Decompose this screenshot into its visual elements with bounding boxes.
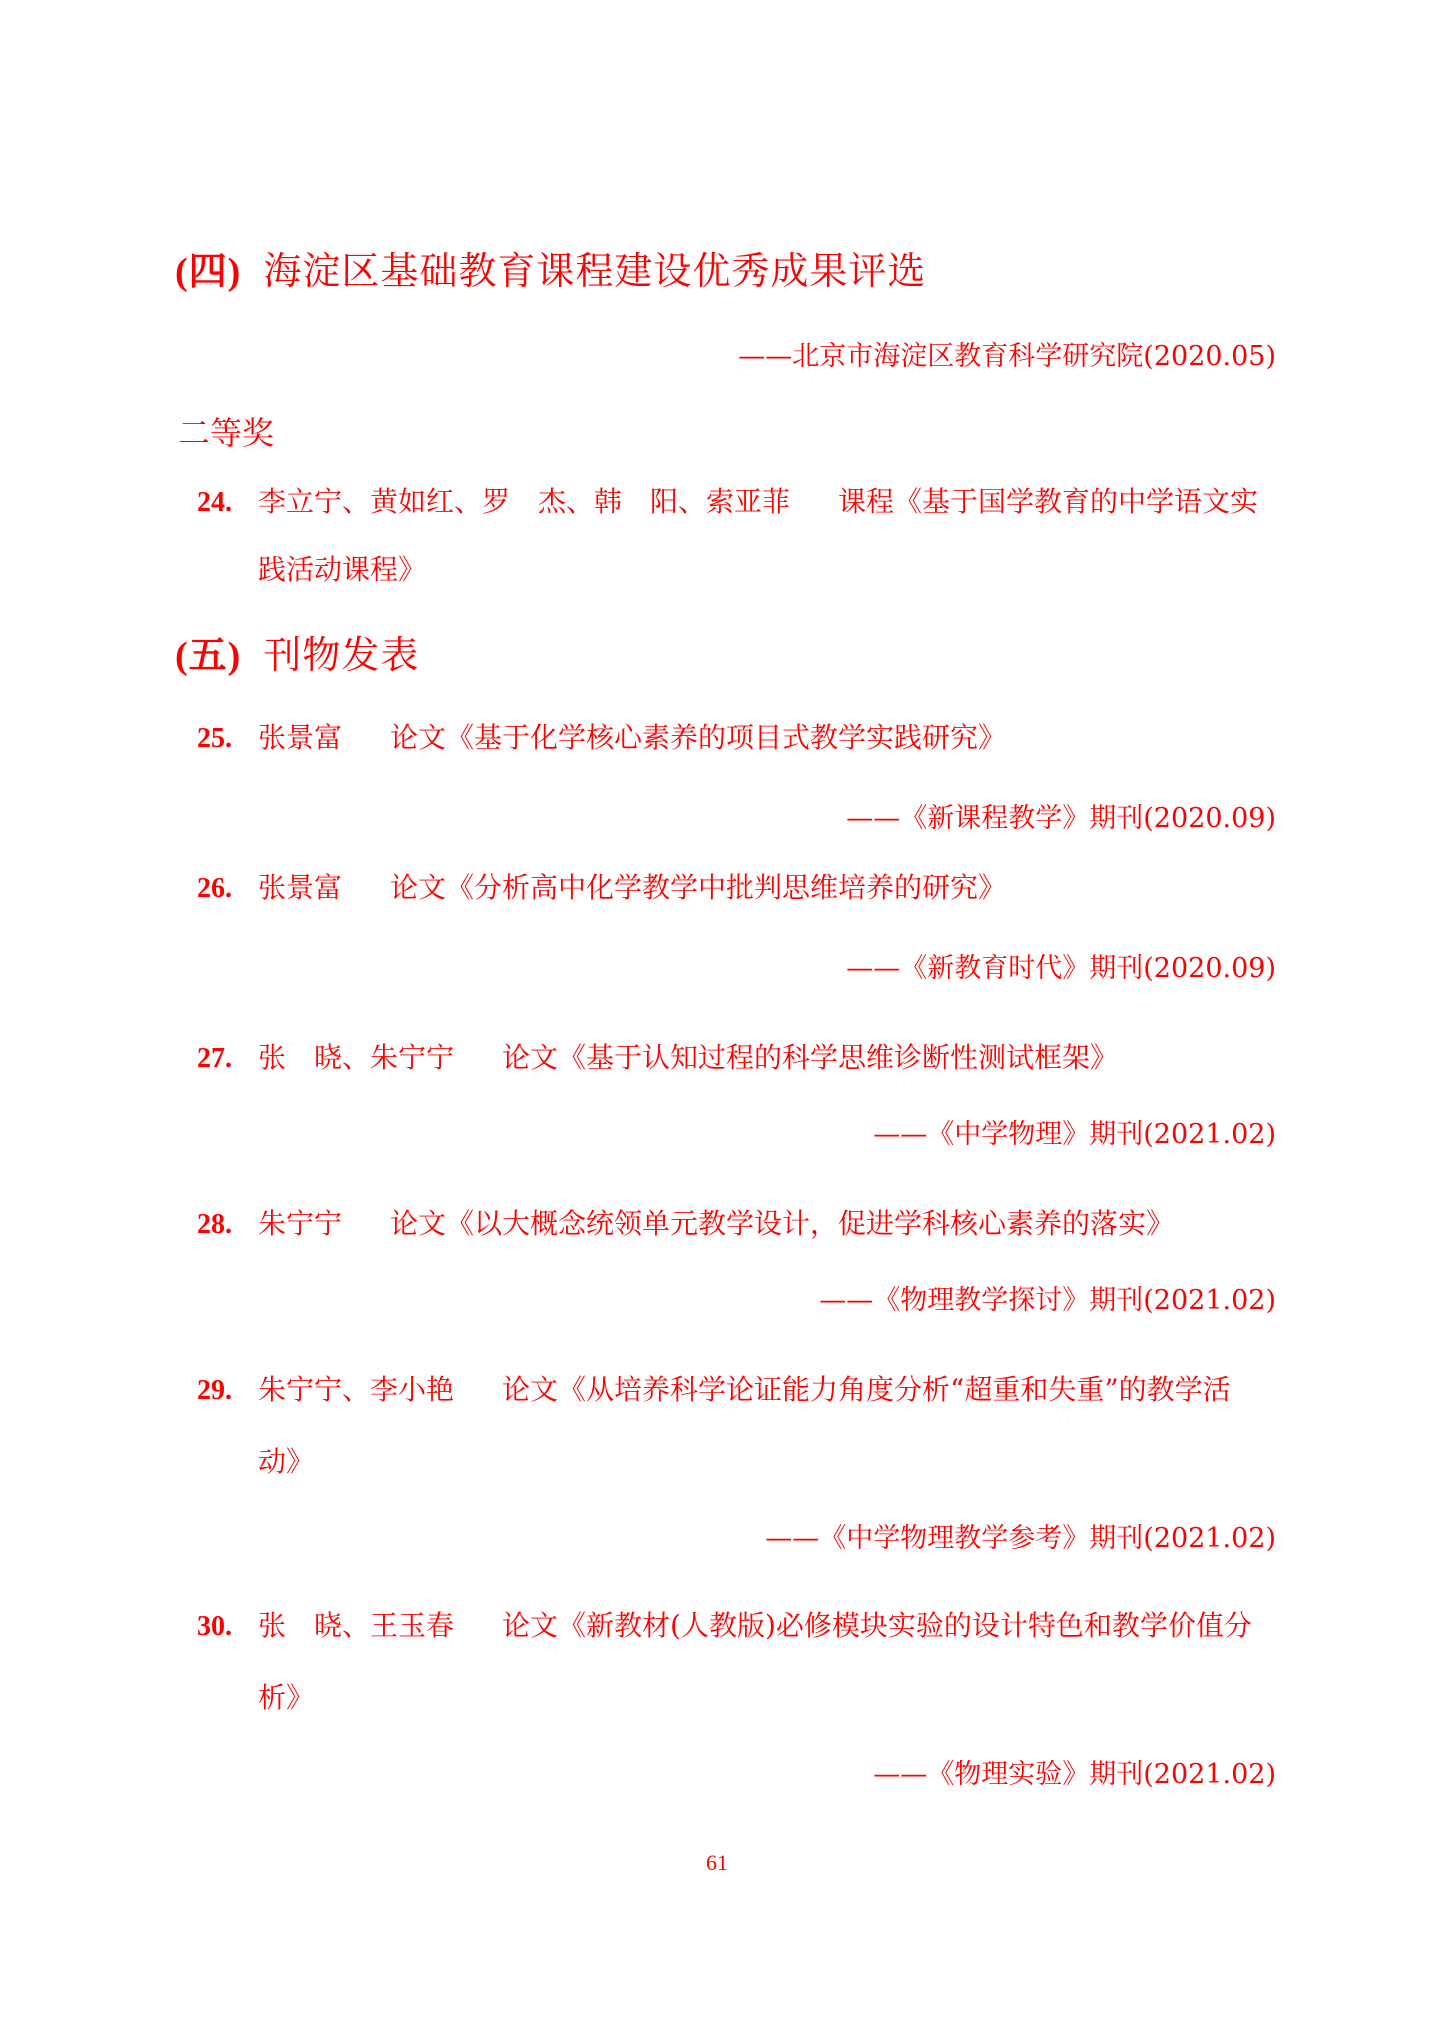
entry-number: 25. [197, 723, 232, 754]
section-5-heading [175, 624, 419, 679]
entry-work: 论文《基于认知过程的科学思维诊断性测试框架》 [502, 1041, 1119, 1074]
entry-27 [197, 1036, 1118, 1076]
entry-work: 论文《基于化学核心素养的项目式教学实践研究》 [390, 721, 1007, 754]
entry-24-continuation: 践活动课程》 [258, 553, 427, 586]
entry-authors: 张 晓、朱宁宁 [258, 1041, 455, 1074]
award-level: 二等奖 [178, 414, 275, 452]
entry-24 [197, 480, 1258, 520]
section-5-number: (五) [175, 635, 242, 677]
entry-authors: 张 晓、王玉春 [258, 1609, 455, 1642]
entry-authors: 张景富 [258, 721, 343, 754]
entry-number: 27. [197, 1043, 232, 1074]
entry-number: 26. [197, 873, 232, 904]
entry-work: 论文《从培养科学论证能力角度分析“超重和失重”的教学活 [502, 1373, 1231, 1406]
entry-25-source: ——《新课程教学》期刊(2020.09) [846, 803, 1276, 834]
entry-27-source: ——《中学物理》期刊(2021.02) [873, 1119, 1276, 1150]
page-number: 61 [706, 1850, 728, 1875]
entry-28 [197, 1202, 1174, 1242]
entry-authors: 朱宁宁 [258, 1207, 343, 1240]
section-4-source: ——北京市海淀区教育科学研究院(2020.05) [738, 341, 1276, 372]
entry-number: 29. [197, 1375, 232, 1406]
entry-29-continuation: 动》 [258, 1445, 315, 1478]
entry-30-continuation: 析》 [258, 1681, 315, 1714]
entry-26-source: ——《新教育时代》期刊(2020.09) [846, 953, 1276, 984]
entry-work: 论文《新教材(人教版)必修模块实验的设计特色和教学价值分 [502, 1609, 1252, 1642]
entry-authors: 李立宁、黄如红、罗 杰、韩 阳、索亚菲 [258, 485, 791, 518]
entry-number: 24. [197, 487, 232, 518]
entry-number: 30. [197, 1611, 232, 1642]
entry-26 [197, 866, 1006, 906]
section-4-title: 海淀区基础教育课程建设优秀成果评选 [263, 249, 927, 293]
entry-work: 课程《基于国学教育的中学语文实 [838, 485, 1259, 518]
section-4-heading [175, 240, 926, 295]
entry-25 [197, 716, 1006, 756]
entry-30-source: ——《物理实验》期刊(2021.02) [873, 1759, 1276, 1790]
section-5-title: 刊物发表 [263, 633, 420, 677]
entry-29 [197, 1368, 1231, 1408]
section-4-number: (四) [175, 251, 242, 293]
entry-30 [197, 1604, 1252, 1644]
entry-28-source: ——《物理教学探讨》期刊(2021.02) [819, 1285, 1276, 1316]
entry-authors: 朱宁宁、李小艳 [258, 1373, 455, 1406]
entry-work: 论文《分析高中化学教学中批判思维培养的研究》 [390, 871, 1007, 904]
entry-number: 28. [197, 1209, 232, 1240]
entry-29-source: ——《中学物理教学参考》期刊(2021.02) [765, 1523, 1276, 1554]
entry-work: 论文《以大概念统领单元教学设计，促进学科核心素养的落实》 [390, 1207, 1175, 1240]
entry-authors: 张景富 [258, 871, 343, 904]
